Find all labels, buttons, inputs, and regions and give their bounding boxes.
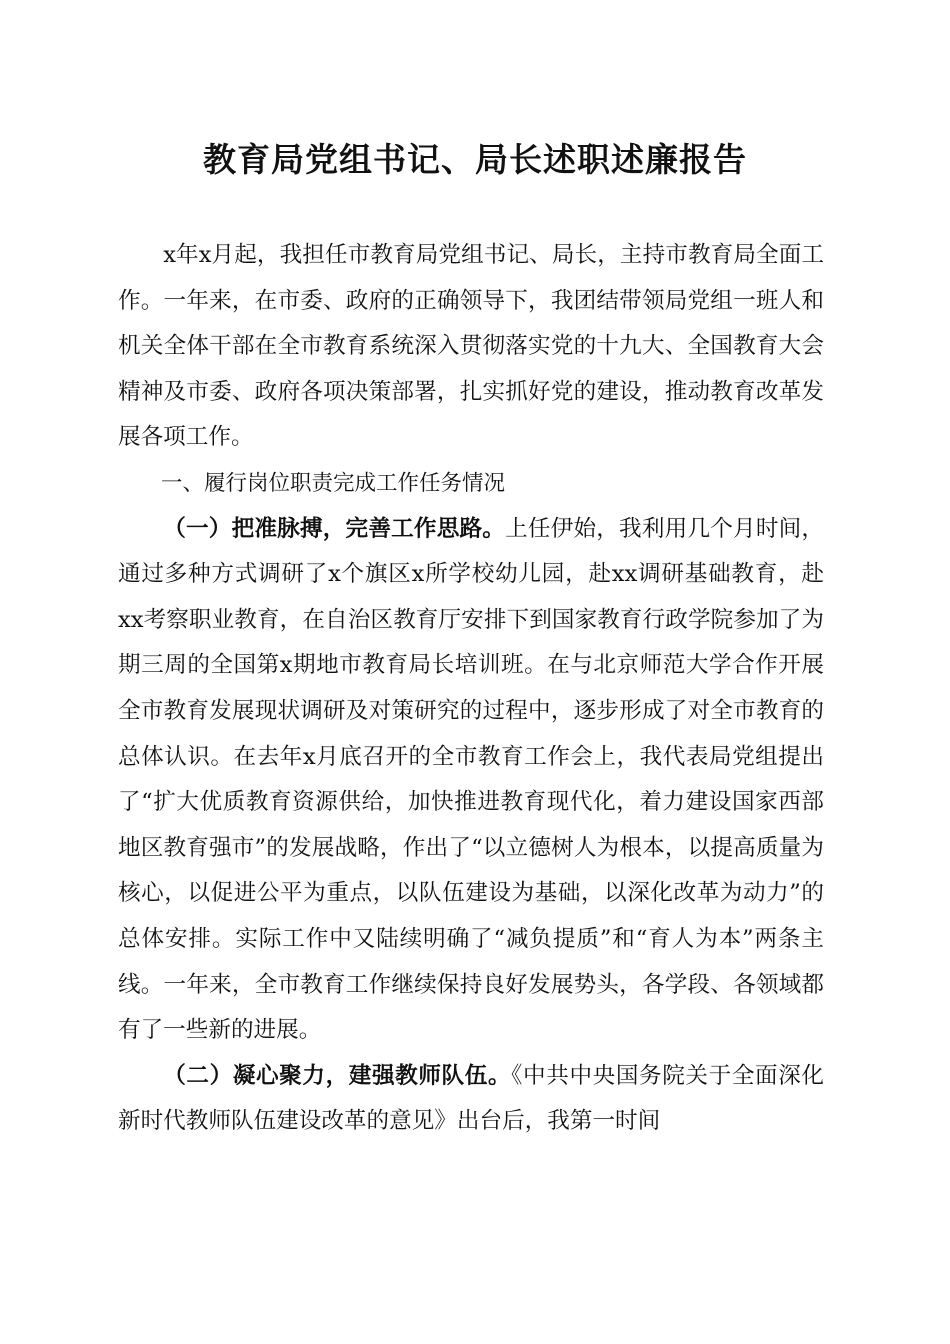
item-1-paragraph [118,507,824,1054]
item-1-text: 上任伊始，我利用几个月时间，通过多种方式调研了x个旗区x所学校幼儿园，赴xx调研基础教育，赴xx考察职业教育，在自治区教育厅安排下到国家教育行政学院参加了为期三周的全国第x期地市教育局长培训班。在与北京师范大学合作开展全市教育发展现状调研及对策研究的过程中，逐步形成了对全市教育的总体认识。在去年x月底召开的全市教育工作会上，我代表局党组提出了“扩大优质教育资源供给，加快推进教育现代化，着力建设国家西部地区教育强市”的发展战略，作出了“以立德树人为根本，以提高质量为核心，以促进公平为重点，以队伍建设为基础，以深化改革为动力”的总体安排。实际工作中又陆续明确了“减负提质”和“育人为本”两条主线。一年来，全市教育工作继续保持良好发展势头，各学段、各领域都有了一些新的进展。 [118,515,825,1044]
document-title: 教育局党组书记、局长述职述廉报告 [203,140,747,179]
intro-paragraph: x年x月起，我担任市教育局党组书记、局长，主持市教育局全面工作。一年来，在市委、政府的正确领导下，我团结带领局党组一班人和机关全体干部在全市教育系统深入贯彻落实党的十九大、全国教育大会精神及市委、政府各项决策部署，扎实抓好党的建设，推动教育改革发展各项工作。 [118,242,824,451]
document-body [118,233,824,1145]
section-heading: 一、履行岗位职责完成工作任务情况 [161,470,506,496]
item-2-lead: （二）凝心聚力，建强教师队伍。 [163,1062,512,1089]
item-1-lead: （一）把准脉搏，完善工作思路。 [163,515,506,542]
item-2-text: 《中共中央国务院关于全面深化新时代教师队伍建设改革的意见》出台后，我第一时间 [118,1062,825,1135]
item-2-paragraph [118,1054,824,1145]
